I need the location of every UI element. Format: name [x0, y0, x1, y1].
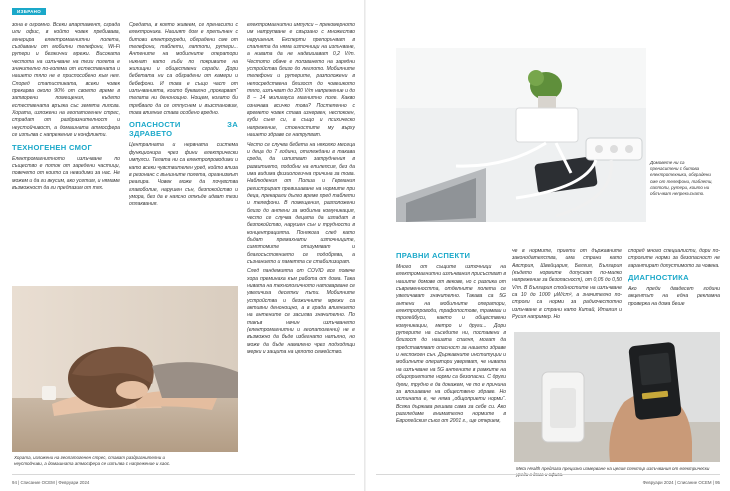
paragraph: зона е огромно. Всеки апартамент, сграда или офис, в който човек пребивава, генерира електромагнитни полета, създавани от мобилни телефони, Wi-Fi рутери и безжични мрежи. Високата честота на излъчване на тези полета е значително по-голяма от естествената и нашето тяло не е приспособено към нея. Според статистиката, всеки човек прекарва около 90% от своето време в затворени помещения, където естествената връзка със земята липсва. Хората, изложени на геопатогенен стрес, страдат от раздразнителност и неустойчивост, а домашната атмосфера се изпълва с напрежение и конфликти.	[12, 22, 120, 139]
paragraph: Средата, в която живеем, се пренасити с електроника. Нашият дом е препълнен с битови електроуреди, обградени сме от телефони, таблети, лаптопи, рутери... Антените на мобилните оператори никнат като гъби по покривите на жилищни и обществени сгради. Дори бебетата ни са обградени от камери и бебефони. И това е също част от излъчванията, които буквално „прокарват“ телата ни денонощно. Нощем, когато би трябвало да се отпуснем и възстановим, това влияние става особено вредно.	[129, 22, 238, 117]
paragraph: Електромагнитното излъчване по същество е поток от заредени частици, повечето от които са невидими за нас. Не можем и да ги вкусим, ако усетим, и нямаме възможност да ги предпазим от тях.	[12, 155, 120, 191]
left-page	[0, 0, 364, 491]
paragraph: според много специалисти, дори по-строгите норми за безопасност не гарантират допустимото за човека.	[628, 248, 720, 269]
heading-opasnosti-za-zdraveto: ОПАСНОСТИ ЗА ЗДРАВЕТО	[129, 120, 238, 139]
measurement-device-illustration	[514, 332, 720, 462]
paragraph: електромагнитни импулси – прекомерното им натрупване е свързано с множество нарушения. Експерти препоръчват в спалнята да няма източници на излъчване, а нивата да не надвишават 0,2 V/m. Честото обаче е ползването на зарядни устройства близо до леглото. Мобилните телефони и рутерите, разположени в непосредствена близост до човешкото тяло, излъчват до 200 V/m напрежение и до 8 – 14 милигауса магнитно поле. Какво означава всичко това? Постепенно с времето човек става изнервен, неспокоен, губи съня си, а също и психическо напрежение, стоеностите му върху нашето здраве се натрупват.	[247, 22, 355, 139]
left-column-3	[247, 22, 355, 470]
chargers-photo	[396, 48, 646, 222]
right-footer: Февруари 2024 | Списание ОСЕМ | 95	[642, 480, 720, 485]
paragraph: След пандемията от COVID все повече хора преминаха към работа от дома. Така нивата на технологичното натоварване се увеличиха десетки пъти. Мобилните устройства и безжичните мрежи са активни денонощно, а в града влиянието на антените се засилва значително. По такъв начин излъчването (електромагнитни и геопатогенни) не е възможно да бъде избегнато напълно, но може да бъде намалено чрез подходящи мерки и защита на цялото семейство.	[247, 268, 355, 356]
right-page	[366, 0, 730, 491]
heading-tehnogenen-smog: ТЕХНОГЕНЕН СМОГ	[12, 142, 93, 152]
right-column-1	[396, 248, 506, 470]
bottom-photo-caption: Meta Health предлага прецизно измерване на целия спектър излъчвания от електрически	[516, 466, 710, 471]
section-tag: ИЗБРАНО	[12, 8, 46, 15]
footer-rule	[376, 474, 720, 475]
right-photo-caption: Домовете ни са пренаситени с битова електротехника, обградени сме от телефони, таблети, лаптопи, рутери, които ни облъчват непрекъснато.	[650, 160, 713, 197]
paragraph: Ако преди двадесет години акцентът на една рекламна проверка на дома беше	[628, 286, 720, 307]
chargers-illustration	[396, 48, 646, 222]
left-footer: 94 | Списание ОСЕМ | Февруари 2024	[12, 480, 90, 485]
tired-woman-illustration	[12, 286, 238, 452]
measurement-device-photo	[514, 332, 720, 462]
heading-diagnostika: ДИАГНОСТИКА	[628, 273, 689, 283]
left-column-2	[129, 22, 238, 284]
tired-woman-photo	[12, 286, 238, 452]
right-column-3	[628, 248, 720, 328]
heading-pravni-aspekti: ПРАВНИ АСПЕКТИ	[396, 251, 471, 260]
left-column-1	[12, 22, 120, 280]
paragraph: Често се случва бебета на няколко месеца и деца до 7 години, отглеждани в такава среда, да изпитват затруднения в развитието, подобни на епилепсия, без да има видима физиологична причина за това. Наблюдения от Полша и Германия регистрират превишаване на нормите при деца, прекарали дълго време пред таблети и телефони. В помещения, разположени близо до антени за мобилна комуникация, често се случва децата да изпадат в безпокойство, нарушен сън и трудности в концентрацията. Понякога след като бъдат премахнати източниците, симптомите отшумяват и благосъстоянието се подобрява, а съзнанието и паметта се стабилизират.	[247, 141, 355, 265]
left-photo-caption: Хората, изложени на геопатогенен стрес, стават раздразнителни и неустойчиви, а домашната атмосфера се изпълва с напрежение и хаос.	[14, 455, 171, 467]
paragraph: Много от същите източници на електромагнитни излъчвания присъстват в нашите домове от векове, но с разлика от съвременността, отделните полета се увеличават значително. Такава са 5G антени на мобилните оператори, електропроводи, трафопостове, трамваи и тролейбуси, както и обществени комуникации, метро и други... Дори рутерите на съседите ни, поставени в близост до нашата спалня, могат да представляват опасност за нашето здраве и неспокоен сън. Държавните институции и мобилните оператори уверяват, че нивата на излъчване на 5G антените в рамките на общоприетите норми са безопасни. С други думи, трудно е да докажем, че то е причина за влошаване на обществено здраве. Но истината е, че няма „общоприети норми“. Всяка държава решава сама за себе си. Ако разгледаме внимателно нормите в Европейския съюз от 2001 г., ще открием,	[396, 264, 506, 425]
paragraph: Централната и нервната система функционира чрез фини електрически импулси. Телата ни са електропроводими и като всеки чувствителен уред, който влиза в резонанс с външните полета, организмът реагира. Човек може да почувства главоболие, нарушен сън, безпокойство и умора, без да е наясно откъде идват тези оплаквания.	[129, 142, 238, 208]
paragraph: че в нормите, приети от държавните законодателства, има страни като Австрия, Швейцария, Белгия, България (където нормите допускат по-малко напрежение за безопасност), от 0,05 до 0,50 V/m. В България стойностите на излъчване са 10 до 1000 µW/cm², а значително по-строги са норми за радиочестотно излъчване в страни като Китай, Италия и Русия например. Но	[512, 248, 622, 321]
right-column-2	[512, 248, 622, 328]
footer-rule	[12, 474, 355, 475]
